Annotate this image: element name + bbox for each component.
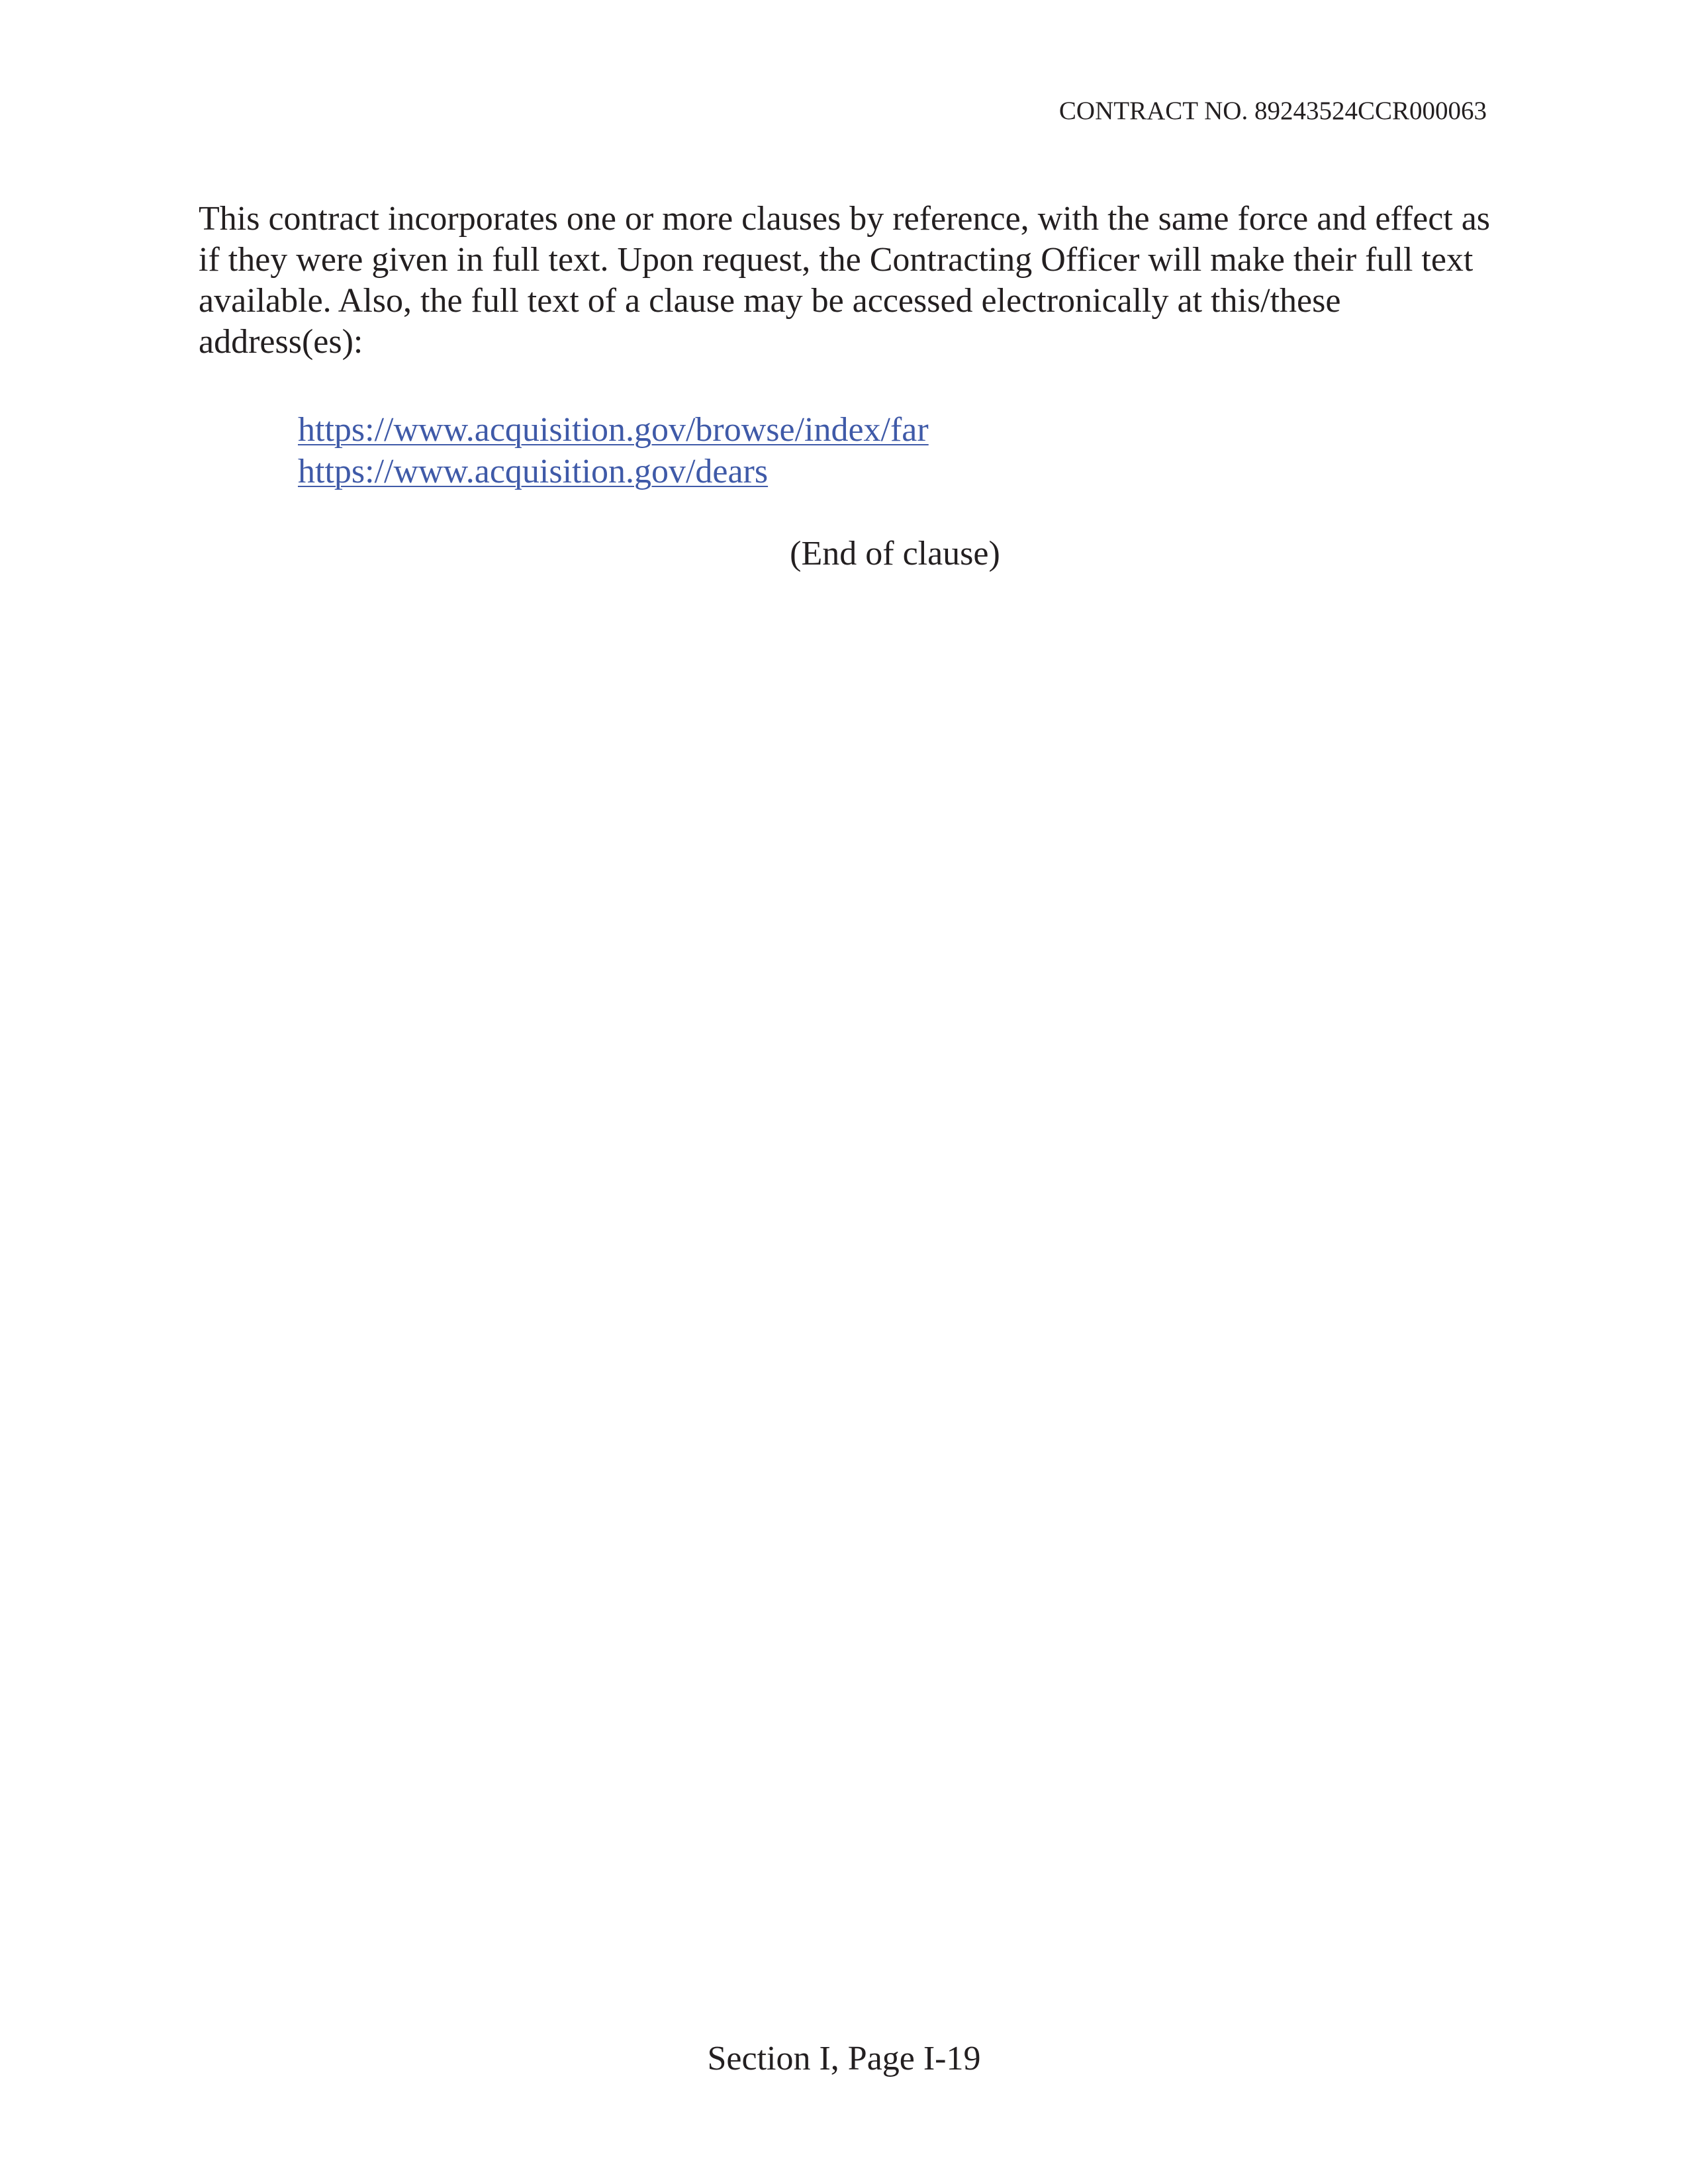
far-link[interactable]: https://www.acquisition.gov/browse/index/far xyxy=(298,411,929,449)
clause-paragraph: This contract incorporates one or more clauses by reference, with the same force and effect as if they were given in full text. Upon request, the Contracting Officer will make their full text available. Also, the full text of a clause may be accessed electronically at this/these address(es): xyxy=(199,200,1491,361)
contract-number-header: CONTRACT NO. 89243524CCR000063 xyxy=(1058,97,1487,125)
dears-link[interactable]: https://www.acquisition.gov/dears xyxy=(298,453,769,490)
address-link-list xyxy=(298,409,929,492)
end-of-clause-note: (End of clause) xyxy=(790,535,1000,572)
page-footer: Section I, Page I-19 xyxy=(707,2040,981,2077)
